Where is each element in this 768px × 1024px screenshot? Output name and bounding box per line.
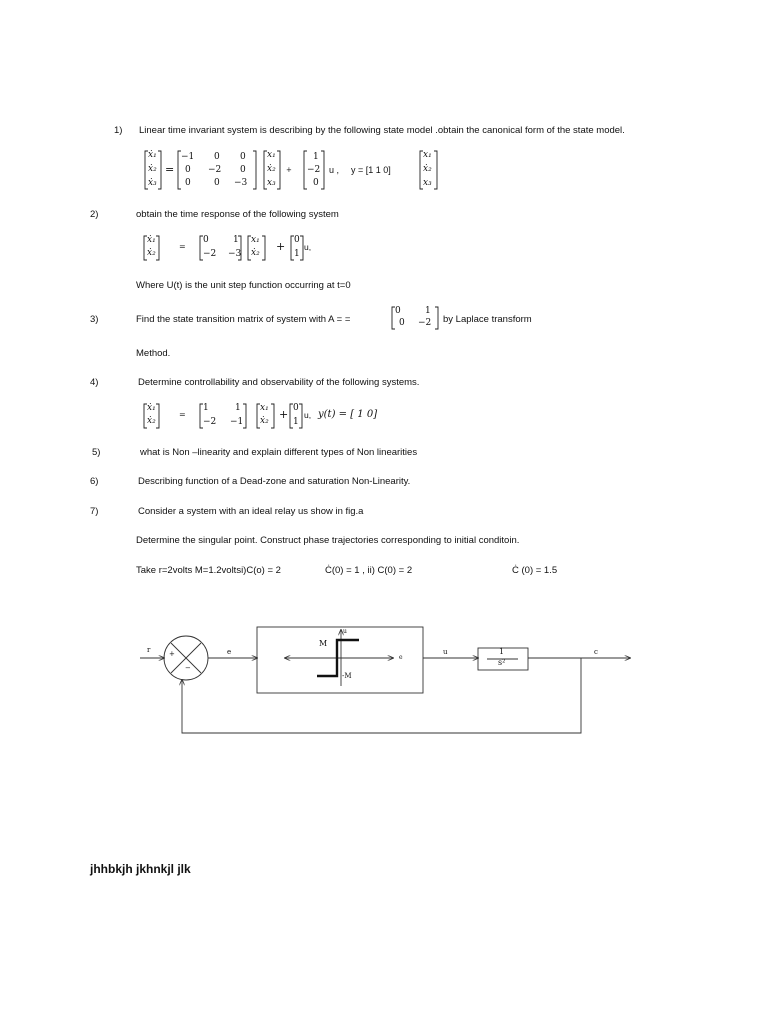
question-1-number: 1) (114, 125, 123, 136)
equation-2 (140, 233, 330, 263)
eq1-a33: −3 (234, 178, 248, 188)
eq4-b2: 1 (293, 417, 299, 427)
question-6-text: Describing function of a Dead-zone and saturation Non-Linearity. (138, 476, 411, 487)
eq1-x1: x₁ (267, 150, 276, 160)
question-7-instructions: Determine the singular point. Construct phase trajectories corresponding to initial conditoin. (136, 535, 520, 546)
relay-block-diagram (135, 620, 635, 750)
diagram-minus-sign: − (185, 664, 191, 672)
equation-3-matrix (389, 305, 441, 331)
eq1-x3: x₃ (267, 178, 276, 188)
eq1-y-x1: x₁ (423, 150, 432, 160)
question-2-number: 2) (90, 209, 99, 220)
question-4-text: Determine controllability and observability of the following systems. (138, 377, 420, 388)
question-2-text: obtain the time response of the following system (136, 209, 339, 220)
eq2-equals: = (179, 242, 186, 251)
eq2-b2: 1 (294, 249, 300, 259)
eq1-lhs-x3: ẋ₃ (148, 178, 157, 188)
eq3-a11: 0 (395, 306, 401, 316)
equation-1 (140, 148, 450, 192)
relay-minus-M-label: -M (342, 672, 352, 680)
eq4-lhs-x2: ẋ₂ (147, 416, 156, 426)
eq4-a22: −1 (230, 417, 244, 427)
relay-e-axis-label: e (399, 654, 403, 661)
question-3-method: Method. (136, 348, 171, 359)
question-3-text-after: by Laplace transform (443, 314, 532, 325)
eq4-b1: 0 (293, 403, 299, 413)
eq1-lhs-x1: ẋ₁ (148, 150, 157, 160)
question-7-text: Consider a system with an ideal relay us show in fig.a (138, 506, 364, 517)
eq1-b2: −2 (307, 165, 321, 175)
eq2-a11: 0 (203, 235, 209, 245)
eq1-plus: + (286, 166, 292, 174)
question-6-number: 6) (90, 476, 99, 487)
relay-u-axis-label: u (343, 628, 347, 635)
relay-M-label: M (319, 639, 328, 648)
eq1-y-x2: ẋ₂ (423, 164, 432, 174)
eq4-plus: + (279, 408, 289, 421)
plant-numerator: 1 (499, 647, 505, 656)
eq2-a22: −3 (228, 249, 242, 259)
diagram-c-label: c (594, 648, 598, 656)
eq1-a23: 0 (240, 165, 246, 175)
eq4-a11: 1 (203, 403, 209, 413)
question-4-number: 4) (90, 377, 99, 388)
plant-denominator: s² (498, 658, 506, 667)
eq1-x2: ẋ₂ (267, 164, 276, 174)
eq4-a12: 1 (235, 403, 241, 413)
eq1-a12: 0 (214, 152, 220, 162)
question-7-conditions-b: Ċ(0) = 1 , ii) C(0) = 2 (325, 565, 413, 576)
eq3-a22: −2 (418, 318, 432, 328)
question-3-text: Find the state transition matrix of system with A = = (136, 314, 351, 325)
eq4-x1: x₁ (260, 403, 269, 413)
eq1-a21: 0 (185, 165, 191, 175)
eq1-b1: 1 (313, 152, 319, 162)
eq1-a13: 0 (240, 152, 246, 162)
eq2-lhs-x1: ẋ₁ (147, 235, 156, 245)
diagram-e-label: e (227, 648, 232, 656)
eq4-x2: ẋ₂ (260, 416, 269, 426)
diagram-r-label: r (147, 646, 151, 654)
question-7-conditions-c: Ċ (0) = 1.5 (512, 565, 558, 576)
eq1-a32: 0 (214, 178, 220, 188)
question-7-conditions-a: Take r=2volts M=1.2voltsi)C(o) = 2 (136, 565, 281, 576)
eq1-lhs-x2: ẋ₂ (148, 164, 157, 174)
question-5-number: 5) (92, 447, 101, 458)
eq1-a31: 0 (185, 178, 191, 188)
eq4-a21: −2 (203, 417, 217, 427)
eq1-equals: = (165, 163, 175, 176)
eq1-b3: 0 (313, 178, 319, 188)
block-diagram-lines (135, 620, 635, 750)
eq2-b1: 0 (294, 235, 300, 245)
eq3-a21: 0 (399, 318, 405, 328)
eq4-lhs-x1: ẋ₁ (147, 403, 156, 413)
eq1-u: u , (329, 165, 340, 175)
footer-text: jhhbkjh jkhnkjl jlk (90, 862, 191, 876)
eq2-a21: −2 (203, 249, 217, 259)
question-1-text: Linear time invariant system is describing by the following state model .obtain the canonical form of the state model. (139, 125, 625, 136)
eq1-output: y = [1 1 0] (351, 165, 391, 175)
eq2-u: u, (304, 242, 312, 252)
eq1-y-x3: x₃ (423, 178, 432, 188)
eq4-equals: = (179, 410, 186, 419)
eq1-a11: −1 (181, 152, 195, 162)
equation-4 (140, 401, 420, 431)
question-2-note: Where U(t) is the unit step function occurring at t=0 (136, 280, 351, 291)
eq2-a12: 1 (233, 235, 239, 245)
eq1-a22: −2 (208, 165, 222, 175)
question-5-text: what is Non –linearity and explain different types of Non linearities (140, 447, 418, 458)
eq4-output: y(t) = [ 1 0] (318, 409, 378, 420)
eq4-u: u, (304, 410, 312, 420)
eq2-plus: + (276, 240, 286, 253)
question-3-number: 3) (90, 314, 99, 325)
eq2-x2: ẋ₂ (251, 248, 260, 258)
eq2-x1: x₁ (251, 235, 260, 245)
eq2-lhs-x2: ẋ₂ (147, 248, 156, 258)
question-7-number: 7) (90, 506, 99, 517)
diagram-plus-sign: + (169, 650, 175, 658)
eq3-a12: 1 (425, 306, 431, 316)
diagram-u-label: u (443, 648, 448, 656)
